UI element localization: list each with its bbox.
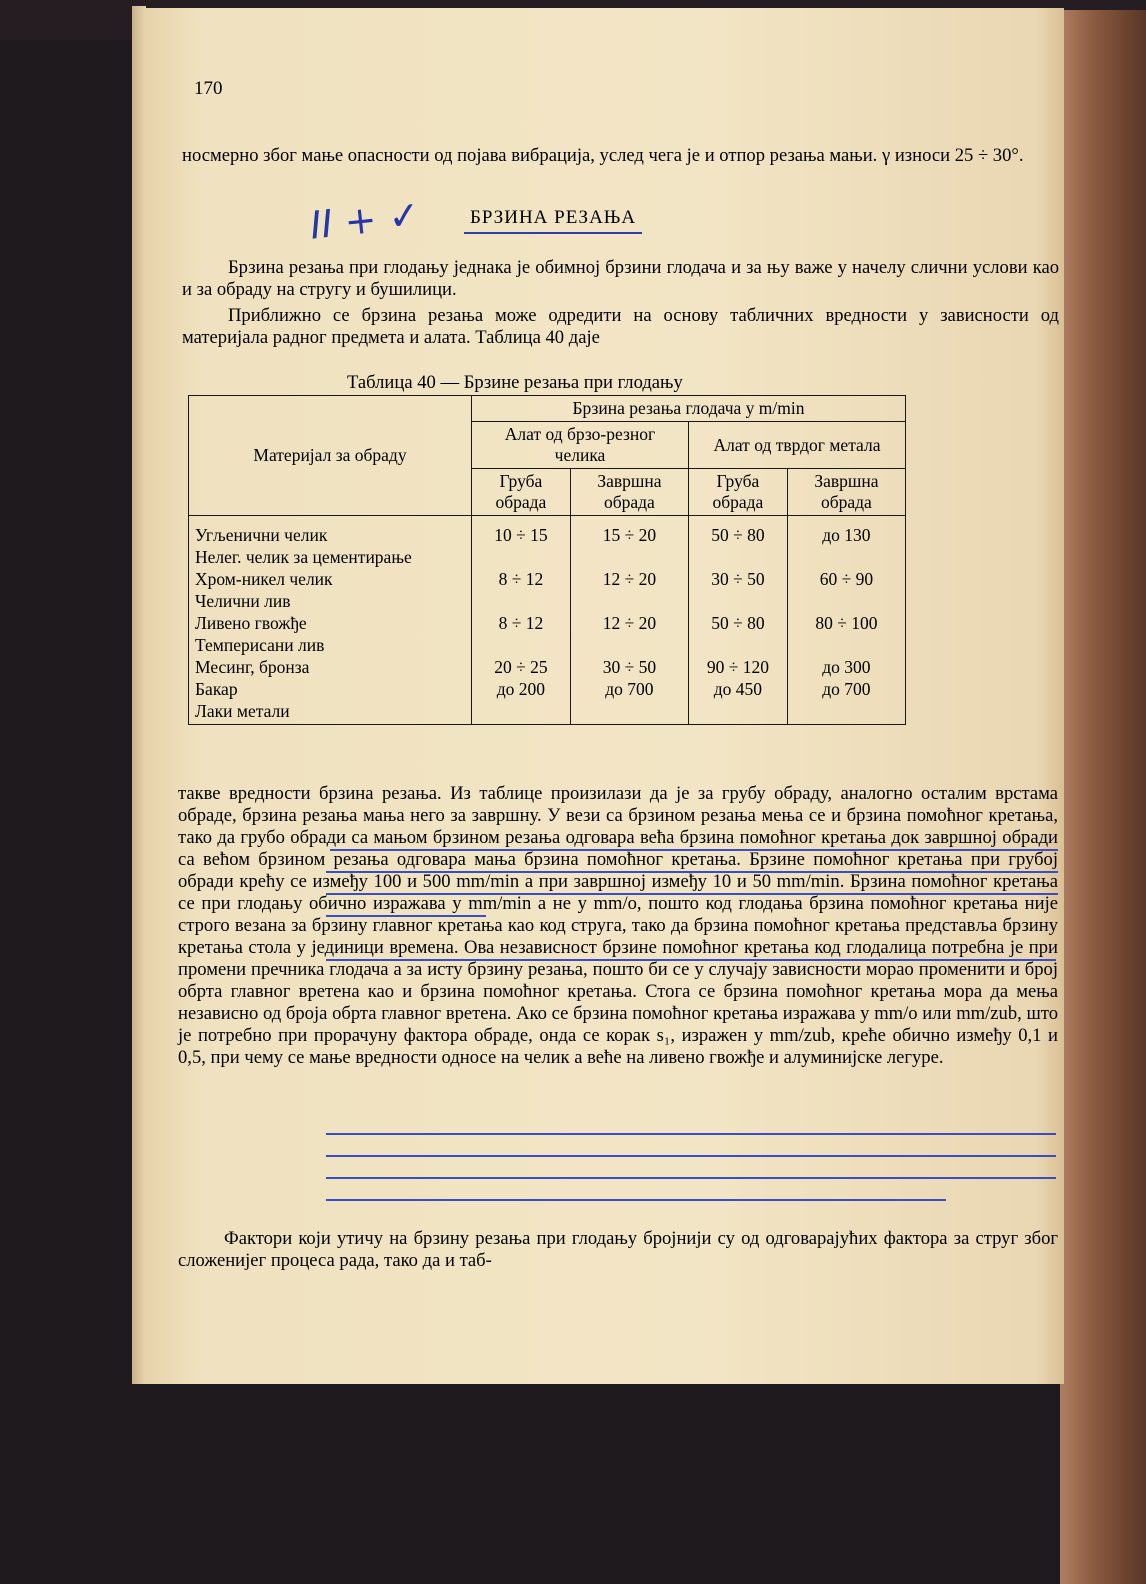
table-cell: 50 ÷ 80 (711, 613, 765, 633)
material-item: Хром-никел челик (195, 569, 333, 589)
paragraph-3: такве вредности брзина резања. Из таблице произилази да је за грубу обраду, аналогно осталим врстама обраде, брзина резања мања него за завршну. У вези са брзином резања мења се и брзина помоћног кретања, тако да грубо обради са мањом брзином резања одговара већа брзина помоћног кретања док завршној обради са већом брзином резања одговара мања брзина помоћног кретања. Брзине помоћног кретања при грубој обради крећу се између 100 и 500 mm/min а при завршној између 10 и 50 mm/min. Брзина помоћног кретања се при глодању обично изражава у mm/min а не у mm/o, пошто код глодања брзина помоћног кретања није строго везана за брзину главног кретања као код струга, тако да брзина помоћног кретања представља брзину кретања стола у јединици времена. Ова независност брзине помоћног кретања код глодалица потребна је при промени пречника глодача а за исту брзину резања, пошто би се у случају зависности морао променити и број обрта главног вретена као и брзина помоћног кретања. Стога се брзина помоћног кретања мора да мења независно од броја обрта главног вретена. Ако се брзина помоћног кретања изражава у mm/o или mm/zub, што је потребно при прорачуну фактора обраде, онда се корак s₁, изражен у mm/zub, креће обично између 0,1 и 0,5, при чему се мање вредности односе на челик а веће на ливено гвожђе и алуминијске легуре. (178, 783, 1058, 1068)
table-cell: 15 ÷ 20 (602, 525, 657, 545)
pen-underline (326, 893, 1058, 895)
material-item: Лаки метали (195, 701, 290, 721)
pen-underline (326, 915, 486, 917)
table-cell: до 200 (496, 679, 546, 699)
table-cell: до 300 (822, 657, 871, 677)
page-number: 170 (194, 78, 223, 99)
table-cell: 80 ÷ 100 (815, 613, 878, 633)
table-caption: Таблица 40 — Брзине резања при глодању (347, 372, 683, 393)
hss-finish-header: Завршна обрада (570, 469, 688, 516)
pen-underline (326, 959, 1056, 961)
pen-underline (326, 1155, 1056, 1157)
section-heading: БРЗИНА РЕЗАЊА (464, 207, 642, 234)
materials-cell (189, 516, 472, 725)
table-cell: 30 ÷ 50 (711, 569, 765, 589)
paragraph-2: Приближно се брзина резања може одредити на основу табличних вредности у зависности од материјала радног предмета и алата. Таблица 40 даје (182, 305, 1059, 348)
table-cell: 12 ÷ 20 (602, 569, 657, 589)
intro-paragraph: носмерно због мање опасности од појава вибрација, услед чега је и отпор резања мањи. γ износи 25 ÷ 30°. (182, 145, 1024, 166)
table-cell: 20 ÷ 25 (494, 657, 548, 677)
paragraph-4: Фактори који утичу на брзину резања при глодању бројнији су од одговарајућих фактора за струг због сложенијег процеса рада, тако да и таб- (178, 1228, 1058, 1271)
material-item: Челични лив (195, 591, 291, 611)
hm-rough-values (688, 516, 787, 725)
table-cell: 8 ÷ 12 (498, 569, 544, 589)
hm-finish-values (787, 516, 905, 725)
hss-rough-values (472, 516, 571, 725)
pen-underline (326, 871, 1058, 873)
facing-page-edge (1060, 10, 1146, 1584)
handwritten-annotation: II + ✓ (308, 192, 423, 248)
pen-underline (326, 1177, 1056, 1179)
material-header: Материјал за обраду (189, 396, 472, 516)
pen-underline (326, 1199, 946, 1201)
table-cell: 30 ÷ 50 (602, 657, 657, 677)
table-cell: 12 ÷ 20 (602, 613, 657, 633)
tool-hss-header: Алат од брзо-резног челика (472, 422, 689, 469)
material-item: Темперисани лив (195, 635, 325, 655)
table-cell: 10 ÷ 15 (494, 525, 548, 545)
material-item: Ливено гвожђе (195, 613, 307, 633)
page-gutter (132, 6, 146, 1384)
material-item: Нелег. челик за цементирање (195, 547, 412, 567)
table-cell: до 700 (822, 679, 871, 699)
cutting-speed-table (188, 395, 906, 725)
hss-finish-values (570, 516, 688, 725)
table-cell: 60 ÷ 90 (819, 569, 874, 589)
material-item: Бакар (195, 679, 238, 699)
table-cell: до 450 (713, 679, 763, 699)
table-cell: до 700 (605, 679, 654, 699)
table-cell: 8 ÷ 12 (498, 613, 544, 633)
hm-rough-header: Груба обрада (688, 469, 787, 516)
pen-underline (326, 1133, 1056, 1135)
paragraph-1: Брзина резања при глодању једнака је обимној брзини глодача и за њу важе у начелу слични услови као и за обраду на стругу и бушилици. (182, 257, 1059, 300)
hm-finish-header: Завршна обрада (787, 469, 905, 516)
hss-rough-header: Груба обрада (472, 469, 571, 516)
speed-header: Брзина резања глодача у m/min (472, 396, 906, 422)
table-cell: до 130 (822, 525, 871, 545)
material-item: Месинг, бронза (195, 657, 310, 677)
table-cell: 50 ÷ 80 (711, 525, 765, 545)
tool-carbide-header: Алат од тврдог метала (688, 422, 905, 469)
pen-underline (330, 849, 1058, 851)
table-cell: 90 ÷ 120 (706, 657, 769, 677)
material-item: Угљенични челик (195, 525, 328, 545)
